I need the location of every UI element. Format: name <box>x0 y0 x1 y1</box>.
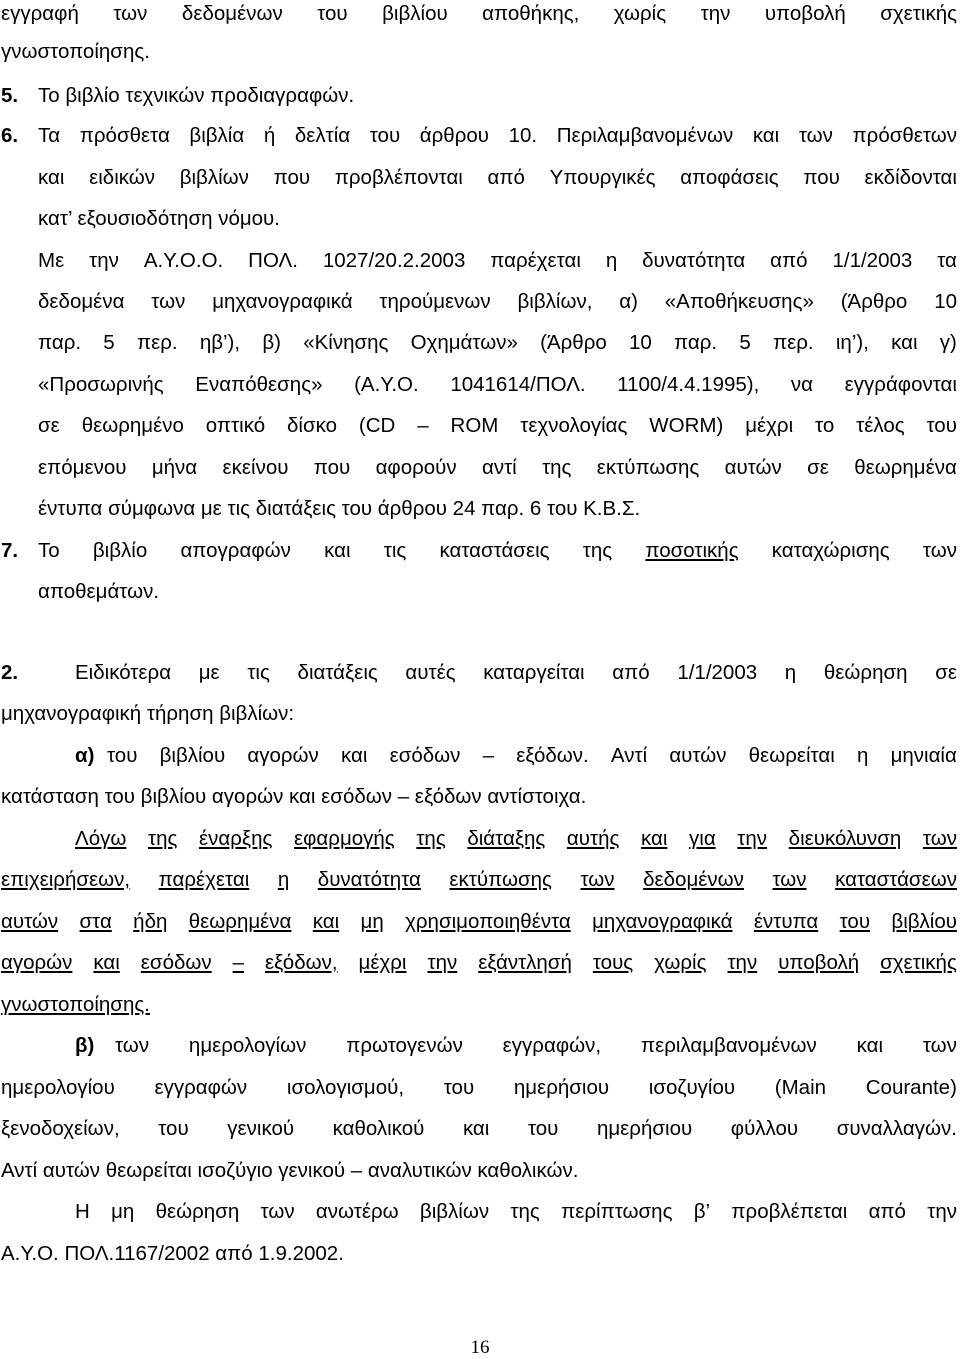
word: του <box>158 1117 189 1140</box>
word: εγγράφονται <box>844 373 957 396</box>
word: και <box>856 1034 884 1057</box>
word: χωρίς <box>654 951 707 974</box>
underlined-text-line <box>1 951 957 975</box>
word: 10 <box>934 290 957 313</box>
word: βιβλίου <box>891 910 957 933</box>
word: βιβλίου <box>382 2 448 25</box>
text-line: κατάσταση του βιβλίου αγορών και εσόδων – εξόδων αντίστοιχα. <box>1 785 587 808</box>
word: Η <box>75 1200 90 1223</box>
word: την <box>89 249 119 272</box>
word: πρωτογενών <box>346 1034 463 1057</box>
list-number: 7. <box>1 539 19 562</box>
word: και <box>38 166 65 189</box>
word: μέχρι <box>745 414 794 437</box>
word: Υπουργικές <box>549 166 656 189</box>
word: εκτύπωσης <box>449 868 552 891</box>
word: την <box>700 2 731 25</box>
word: ειδικών <box>89 166 156 189</box>
word: καταστάσεων <box>835 868 957 891</box>
word: μη <box>360 910 384 933</box>
word: θεώρηση <box>823 661 908 684</box>
word: καταργείται <box>483 661 585 684</box>
word: 1027/20.2.2003 <box>322 249 466 272</box>
word: τέλος <box>856 414 905 437</box>
word: του <box>926 414 957 437</box>
word: απογραφών <box>180 539 291 562</box>
word: της <box>147 827 178 850</box>
word: Τα <box>38 124 61 147</box>
word: 1/1/2003 <box>677 661 758 684</box>
word: από <box>868 1200 906 1223</box>
word: διευκόλυνση <box>788 827 902 850</box>
word: προβλέπονται <box>334 166 463 189</box>
page-number: 16 <box>470 1337 490 1358</box>
word: ημερήσιου <box>596 1117 693 1140</box>
word: θεώρηση <box>155 1200 240 1223</box>
word: (Άρθρο <box>540 331 607 354</box>
word: και <box>324 539 351 562</box>
word: εφαρμογής <box>294 827 395 850</box>
word: του <box>443 1076 475 1099</box>
word: της <box>542 456 572 479</box>
word: θεωρημένα <box>188 910 292 933</box>
word: που <box>273 166 311 189</box>
word: αυτές <box>405 661 456 684</box>
text-line: κατ’ εξουσιοδότηση νόμου. <box>38 207 280 230</box>
text-line: Α.Υ.Ο. ΠΟΛ.1167/2002 από 1.9.2002. <box>1 1242 344 1265</box>
word: αγορών <box>1 951 73 974</box>
text-line <box>38 456 957 480</box>
word: με <box>198 661 220 684</box>
word: ποσοτικής <box>645 539 739 562</box>
word: παρ. <box>674 331 718 354</box>
word: παρέχεται <box>490 249 581 272</box>
word: τις <box>247 661 270 684</box>
word: έντυπα <box>753 910 819 933</box>
word: σε <box>38 414 60 437</box>
word: η <box>856 744 869 767</box>
word: θεωρείται <box>748 744 835 767</box>
word: τηρούμενων <box>379 290 491 313</box>
word: των <box>922 1034 957 1057</box>
word: υποβολή <box>778 951 860 974</box>
list-number: 5. <box>1 84 19 107</box>
word: γενικού <box>227 1117 295 1140</box>
word: θεωρημένα <box>854 456 957 479</box>
word: Courante) <box>865 1076 957 1099</box>
word: μηνιαία <box>890 744 957 767</box>
word: τις <box>383 539 407 562</box>
word: δίσκο <box>287 414 338 437</box>
word: του <box>839 910 871 933</box>
word: καταχώρισης <box>771 539 890 562</box>
word: (Main <box>774 1076 827 1099</box>
word: δυνατότητα <box>317 868 421 891</box>
word: η <box>277 868 290 891</box>
word: σχετικής <box>880 951 957 974</box>
word: εσόδων <box>389 744 461 767</box>
word: «Προσωρινής <box>38 373 164 396</box>
word: ηβ’), <box>199 331 241 354</box>
word: του <box>107 744 138 767</box>
text-line <box>107 744 957 768</box>
word: εκδίδονται <box>864 166 957 189</box>
word: αφορούν <box>375 456 457 479</box>
word: ισοζυγίου <box>648 1076 736 1099</box>
list-item-text <box>38 124 957 148</box>
word: που <box>313 456 351 479</box>
word: χωρίς <box>613 2 667 25</box>
word: περίπτωσης <box>561 1200 673 1223</box>
word: από <box>770 249 808 272</box>
word: στα <box>79 910 112 933</box>
word: 1041614/ΠΟΛ. <box>450 373 586 396</box>
word: πρόσθετα <box>79 124 170 147</box>
text-line <box>38 166 957 190</box>
word: των <box>922 827 957 850</box>
word: εκτύπωσης <box>596 456 700 479</box>
word: δυνατότητα <box>642 249 746 272</box>
word: προβλέπεται <box>731 1200 848 1223</box>
word: μέχρι <box>358 951 407 974</box>
word: αυτών <box>1 910 59 933</box>
text-line: Αντί αυτών θεωρείται ισοζύγιο γενικού – αναλυτικών καθολικών. <box>1 1159 579 1182</box>
word: 10 <box>629 331 652 354</box>
word: εξάντλησή <box>478 951 572 974</box>
word: Περιλαμβανομένων <box>556 124 734 147</box>
text-line: αποθεμάτων. <box>38 580 160 603</box>
word: τα <box>937 249 957 272</box>
word: α) <box>619 290 638 313</box>
word: βιβλία <box>189 124 245 147</box>
word: Α.Υ.Ο.Ο. <box>143 249 224 272</box>
word: επιχειρήσεων, <box>1 868 131 891</box>
word: σε <box>807 456 829 479</box>
word: 1/1/2003 <box>832 249 913 272</box>
word: αγορών <box>247 744 319 767</box>
word: ήδη <box>133 910 168 933</box>
word: θεωρημένο <box>81 414 184 437</box>
word: αυτής <box>566 827 620 850</box>
word: ΠΟΛ. <box>248 249 298 272</box>
word: του <box>317 2 348 25</box>
list-item-text <box>38 539 957 563</box>
word: άρθρου <box>419 124 489 147</box>
word: εγγραφή <box>1 2 79 25</box>
word: της <box>510 1200 540 1223</box>
word: ξενοδοχείων, <box>1 1117 120 1140</box>
word: και <box>752 124 780 147</box>
word: οπτικό <box>205 414 266 437</box>
subitem-label: β) <box>75 1034 95 1057</box>
word: την <box>427 951 458 974</box>
word: αντί <box>481 456 517 479</box>
word: των <box>113 2 148 25</box>
word: – <box>482 744 495 767</box>
text-line: γνωστοποίησης. <box>1 40 150 63</box>
word: Εναπόθεσης» <box>195 373 323 396</box>
word: και <box>340 744 368 767</box>
word: το <box>815 414 835 437</box>
word: περιλαμβανομένων <box>640 1034 817 1057</box>
section-number: 2. <box>1 661 19 684</box>
word: εγγραφών <box>154 1076 248 1099</box>
word: και <box>93 951 120 974</box>
word: «Αποθήκευσης» <box>664 290 814 313</box>
word: ROM <box>450 414 499 437</box>
word: δεδομένων <box>643 868 744 891</box>
text-line <box>75 661 957 685</box>
word: που <box>803 166 840 189</box>
word: WORM) <box>649 414 724 437</box>
word: της <box>416 827 446 850</box>
underlined-text-line <box>75 827 957 851</box>
word: σχετικής <box>880 2 957 25</box>
word: του <box>369 124 401 147</box>
word: δελτία <box>294 124 351 147</box>
word: εξόδων, <box>265 951 338 974</box>
word: 5 <box>103 331 115 354</box>
word: μηχανογραφικά <box>212 290 353 313</box>
word: να <box>790 373 814 396</box>
text-line <box>38 414 957 438</box>
word: ανωτέρω <box>315 1200 399 1223</box>
word: η <box>605 249 618 272</box>
text-line <box>1 2 957 26</box>
word: τους <box>592 951 634 974</box>
word: των <box>798 124 833 147</box>
list-number: 6. <box>1 124 19 147</box>
word: των <box>922 539 957 562</box>
word: περ. <box>772 331 814 354</box>
underlined-text-line <box>1 868 957 892</box>
word: εσόδων <box>140 951 212 974</box>
word: διάταξης <box>467 827 546 850</box>
word: ημερήσιου <box>513 1076 610 1099</box>
word: καταστάσεις <box>439 539 550 562</box>
word: «Κίνησης <box>303 331 389 354</box>
word: β) <box>262 331 281 354</box>
word: βιβλίου <box>159 744 226 767</box>
word: από <box>612 661 650 684</box>
text-line <box>75 1200 957 1224</box>
word: μήνα <box>151 456 198 479</box>
word: την <box>927 1200 957 1223</box>
text-line <box>115 1034 957 1058</box>
word: ημερολογίου <box>1 1076 115 1099</box>
word: 5 <box>739 331 751 354</box>
word: και <box>640 827 668 850</box>
word: (Άρθρο <box>840 290 908 313</box>
text-line <box>38 373 957 397</box>
word: δεδομένα <box>38 290 125 313</box>
word: Οχημάτων» <box>410 331 518 354</box>
word: παρέχεται <box>158 868 250 891</box>
list-item-text: Το βιβλίο τεχνικών προδιαγραφών. <box>38 84 355 107</box>
word: ημερολογίων <box>188 1034 307 1057</box>
word: χρησιμοποιηθέντα <box>405 910 571 933</box>
word: 10. <box>508 124 538 147</box>
word: για <box>689 827 716 850</box>
word: (CD <box>358 414 396 437</box>
word: της <box>582 539 613 562</box>
word: μηχανογραφικά <box>592 910 733 933</box>
word: του <box>527 1117 559 1140</box>
word: ιη’), <box>835 331 869 354</box>
word: ή <box>263 124 276 147</box>
word: επόμενου <box>38 456 127 479</box>
word: παρ. <box>38 331 82 354</box>
word: καθολικού <box>332 1117 425 1140</box>
word: τεχνολογίας <box>520 414 628 437</box>
word: την <box>727 951 758 974</box>
word: μη <box>111 1200 135 1223</box>
word: έναρξης <box>199 827 273 850</box>
word: πρόσθετων <box>852 124 957 147</box>
subitem-label: α) <box>75 744 95 767</box>
word: συναλλαγών. <box>836 1117 957 1140</box>
word: των <box>772 868 807 891</box>
word: και <box>312 910 340 933</box>
word: των <box>115 1034 150 1057</box>
word: δεδομένων <box>181 2 283 25</box>
underlined-text-line <box>1 910 957 934</box>
word: (Α.Υ.Ο. <box>354 373 419 396</box>
word: και <box>891 331 918 354</box>
underlined-text-line: γνωστοποίησης. <box>1 993 150 1016</box>
word: την <box>737 827 768 850</box>
word: βιβλίων <box>179 166 249 189</box>
word: γ) <box>939 331 957 354</box>
word: αποφάσεις <box>680 166 779 189</box>
text-line <box>38 331 957 355</box>
text-line <box>1 1117 957 1141</box>
word: η <box>784 661 797 684</box>
word: 1100/4.4.1995), <box>617 373 760 396</box>
word: βιβλίων, <box>517 290 593 313</box>
word: των <box>151 290 186 313</box>
word: και <box>462 1117 490 1140</box>
word: βιβλίο <box>92 539 148 562</box>
word: αυτών <box>724 456 782 479</box>
word: – <box>417 414 429 437</box>
word: Ειδικότερα <box>75 661 172 684</box>
word: υποβολή <box>764 2 846 25</box>
text-line <box>1 1076 957 1100</box>
text-line <box>38 249 957 273</box>
text-line <box>38 290 957 314</box>
word: εξόδων. <box>516 744 589 767</box>
word: διατάξεις <box>297 661 378 684</box>
word: Λόγω <box>75 827 127 850</box>
word: – <box>232 951 245 974</box>
word: εγγραφών, <box>502 1034 602 1057</box>
word: των <box>260 1200 295 1223</box>
word: ισολογισμού, <box>286 1076 405 1099</box>
word: Το <box>38 539 60 562</box>
word: φύλλου <box>730 1117 799 1140</box>
word: β’ <box>693 1200 711 1223</box>
word: σε <box>935 661 957 684</box>
word: Αντί <box>610 744 648 767</box>
word: αυτών <box>669 744 727 767</box>
word: βιβλίων <box>419 1200 490 1223</box>
word: αποθήκης, <box>482 2 580 25</box>
word: των <box>580 868 615 891</box>
word: Με <box>38 249 65 272</box>
text-line: μηχανογραφική τήρηση βιβλίων: <box>1 702 295 725</box>
text-line: έντυπα σύμφωνα με τις διατάξεις του άρθρου 24 παρ. 6 του Κ.Β.Σ. <box>38 497 641 520</box>
word: από <box>487 166 525 189</box>
word: περ. <box>136 331 178 354</box>
word: εκείνου <box>222 456 289 479</box>
